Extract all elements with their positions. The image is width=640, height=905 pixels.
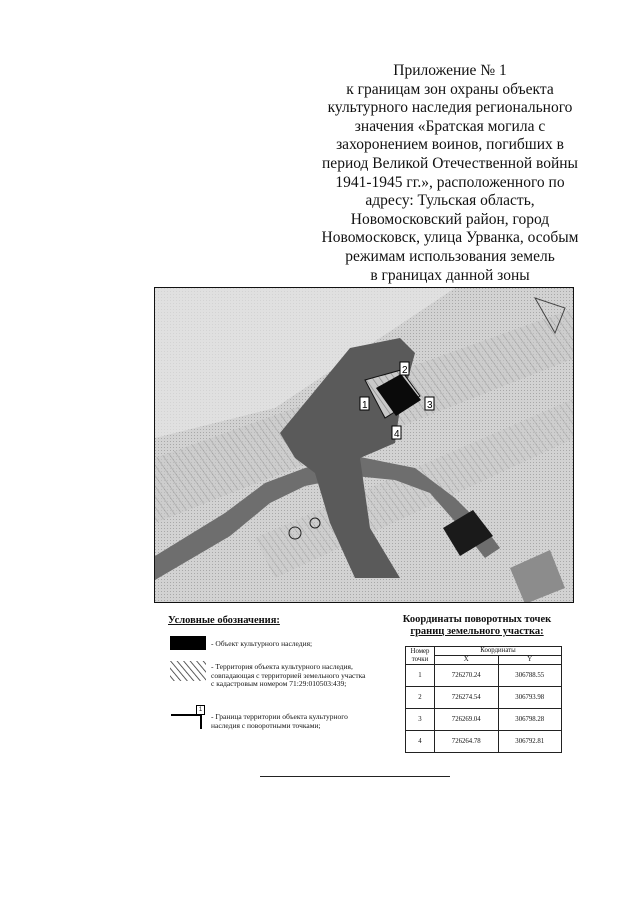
coord-y: 306793.98	[498, 687, 562, 709]
coord-x: 726274.54	[435, 687, 499, 709]
turning-point-2: 2	[402, 365, 408, 376]
heading-line: адресу: Тульская область,	[365, 192, 535, 210]
heading-line: Приложение № 1	[393, 62, 507, 79]
heritage-territory-swatch	[170, 661, 206, 681]
heading-line: Новомосковск, улица Урванка, особым	[321, 229, 579, 247]
point-number: 4	[406, 731, 435, 753]
coordinates-title-line: Координаты поворотных точек	[402, 614, 552, 625]
heading-line: к границам зон охраны объекта	[346, 80, 554, 98]
legend-title: Условные обозначения:	[168, 615, 280, 626]
table-row	[406, 731, 562, 753]
table-row	[406, 687, 562, 709]
heading-line: 1941-1945 гг.», расположенного по	[335, 173, 565, 191]
legend-item-boundary: - Граница территории объекта культурного наследия с поворотными точками;	[211, 712, 348, 730]
table-row	[406, 665, 562, 687]
coordinates-title	[392, 614, 562, 638]
site-map-drawing	[155, 288, 574, 603]
heading-line: период Великой Отечественной войны	[322, 154, 578, 172]
heading-line: в границах данной зоны	[370, 266, 530, 284]
separator-line	[260, 776, 450, 777]
coord-x: 726269.04	[435, 709, 499, 731]
coord-y: 306792.81	[498, 731, 562, 753]
coord-x: 726270.24	[435, 665, 499, 687]
heading-line: захоронением воинов, погибших в	[336, 136, 564, 154]
legend-item-object: - Объект культурного наследия;	[211, 639, 313, 648]
point-number: 2	[406, 687, 435, 709]
coordinates-title-line: границ земельного участка:	[410, 626, 544, 637]
coord-y: 306798.28	[498, 709, 562, 731]
heritage-object-swatch	[170, 636, 206, 650]
header-x: X	[435, 656, 499, 665]
heading-line: культурного наследия регионального	[327, 99, 573, 117]
heading-line: режимам использования земель	[345, 247, 555, 265]
table-row	[406, 709, 562, 731]
header-point-number: Номер точки	[406, 647, 435, 665]
legend-item-territory: - Территория объекта культурного наследия, совпадающая с территорией земельного участка с кадастровым номером 71:29:010503:439;	[211, 662, 366, 689]
coord-y: 306788.55	[498, 665, 562, 687]
point-number: 3	[406, 709, 435, 731]
site-map	[154, 287, 574, 603]
coordinates-table	[405, 646, 562, 753]
coord-x: 726264.78	[435, 731, 499, 753]
appendix-heading	[280, 62, 620, 285]
header-y: Y	[498, 656, 562, 665]
turning-point-1: 1	[362, 400, 368, 411]
boundary-point-box	[196, 705, 205, 715]
heading-line: Новомосковский район, город	[350, 210, 550, 228]
turning-point-3: 3	[427, 400, 433, 411]
header-coordinates: Координаты	[435, 647, 562, 656]
boundary-point-number: 1	[198, 707, 203, 713]
point-number: 1	[406, 665, 435, 687]
heading-line: значения «Братская могила с	[354, 117, 546, 135]
turning-point-4: 4	[394, 429, 400, 440]
